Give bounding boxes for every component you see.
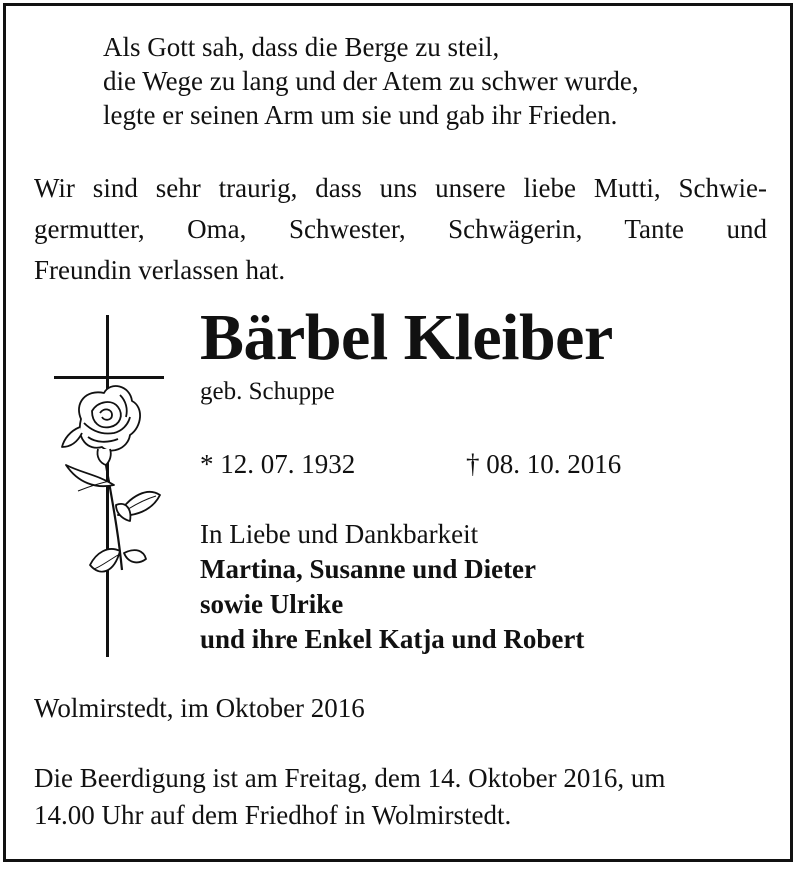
birth-date: * 12. 07. 1932	[200, 449, 356, 479]
mourners-block	[200, 517, 584, 657]
mourners-line: sowie Ulrike	[200, 589, 344, 619]
maiden-name: geb. Schuppe	[200, 378, 335, 405]
deceased-name: Bärbel Kleiber	[200, 301, 613, 374]
motto-line: legte er seinen Arm um sie und gab ihr Frieden.	[103, 100, 618, 130]
intro-line: Wir sind sehr traurig, dass uns unsere liebe Mutti, Schwie-	[34, 173, 767, 203]
death-date: † 08. 10. 2016	[466, 449, 622, 479]
funeral-notice	[34, 760, 665, 834]
mourners-line: Martina, Susanne und Dieter	[200, 554, 537, 584]
intro-line: germutter, Oma, Schwester, Schwägerin, Tante und	[34, 214, 767, 244]
cross-and-rose-emblem	[48, 315, 170, 657]
intro-paragraph	[34, 168, 767, 291]
funeral-line: Die Beerdigung ist am Freitag, dem 14. Oktober 2016, um	[34, 763, 666, 793]
mourners-lead: In Liebe und Dankbarkeit	[200, 519, 479, 549]
rose-icon	[62, 386, 160, 572]
mourners-line: und ihre Enkel Katja und Robert	[200, 624, 585, 654]
motto-verse	[103, 30, 639, 132]
place-and-date: Wolmirstedt, im Oktober 2016	[34, 693, 365, 723]
funeral-line: 14.00 Uhr auf dem Friedhof in Wolmirstedt.	[34, 800, 512, 830]
motto-line: Als Gott sah, dass die Berge zu steil,	[103, 32, 500, 62]
motto-line: die Wege zu lang und der Atem zu schwer wurde,	[103, 66, 639, 96]
intro-line: Freundin verlassen hat.	[34, 255, 286, 285]
